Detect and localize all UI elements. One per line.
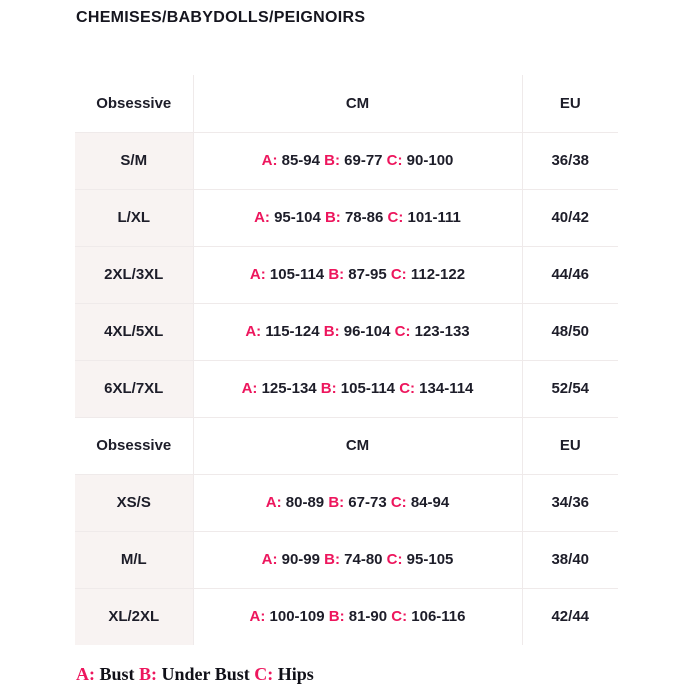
- measure-label-b: B:: [320, 380, 337, 397]
- size-row: [75, 303, 618, 360]
- measure-label-b: B:: [328, 494, 345, 511]
- size-row: [75, 246, 618, 303]
- measure-label-c: C:: [394, 323, 411, 340]
- measure-label-c: C:: [390, 266, 407, 283]
- eu-size-cell: 44/46: [522, 246, 618, 303]
- header-cell-cm: CM: [193, 75, 522, 132]
- size-row: [75, 132, 618, 189]
- header-row: [75, 417, 618, 474]
- size-cell: XS/S: [75, 474, 193, 531]
- size-cell: S/M: [75, 132, 193, 189]
- size-row: [75, 189, 618, 246]
- size-cell: M/L: [75, 531, 193, 588]
- measurements-cell: A: 90-99 B: 74-80 C: 95-105: [193, 531, 522, 588]
- measurements-cell: A: 115-124 B: 96-104 C: 123-133: [193, 303, 522, 360]
- measure-label-a: A:: [261, 551, 278, 568]
- legend-text-bust: Bust: [99, 664, 135, 684]
- size-row: [75, 588, 618, 645]
- measurements-cell: A: 125-134 B: 105-114 C: 134-114: [193, 360, 522, 417]
- legend-text-hips: Hips: [277, 664, 314, 684]
- measure-label-b: B:: [323, 323, 340, 340]
- size-cell: 6XL/7XL: [75, 360, 193, 417]
- measure-label-c: C:: [390, 494, 407, 511]
- header-cell-brand: Obsessive: [75, 417, 193, 474]
- legend-label-b: B:: [139, 664, 158, 684]
- measure-label-a: A:: [265, 494, 282, 511]
- measure-label-c: C:: [399, 380, 416, 397]
- measure-label-b: B:: [328, 608, 345, 626]
- eu-size-cell: 38/40: [522, 531, 618, 588]
- measure-label-a: A:: [254, 209, 270, 226]
- measure-label-b: B:: [324, 551, 340, 568]
- legend-label-c: C:: [254, 664, 274, 684]
- size-row: [75, 531, 618, 588]
- header-cell-eu: EU: [522, 75, 618, 132]
- page-title: CHEMISES/BABYDOLLS/PEIGNOIRS: [76, 9, 366, 26]
- header-cell-brand: Obsessive: [75, 75, 193, 132]
- measure-label-b: B:: [324, 209, 341, 226]
- eu-size-cell: 42/44: [551, 608, 590, 626]
- size-row: [75, 474, 618, 531]
- eu-size-cell: 34/36: [522, 474, 618, 531]
- header-cell-eu: EU: [522, 417, 618, 474]
- measure-label-a: A:: [249, 266, 266, 283]
- eu-size-cell: 52/54: [522, 360, 618, 417]
- legend-text-underbust: Under Bust: [161, 664, 250, 684]
- size-cell: L/XL: [75, 189, 193, 246]
- measurements-cell: A: 100-109 B: 81-90 C: 106-116: [193, 588, 522, 645]
- measure-label-b: B:: [324, 152, 340, 169]
- size-chart-table: [75, 75, 618, 645]
- eu-size-cell: 36/38: [522, 132, 618, 189]
- measure-label-b: B:: [328, 266, 345, 283]
- size-cell: 4XL/5XL: [75, 303, 193, 360]
- measurements-cell: A: 95-104 B: 78-86 C: 101-111: [193, 189, 522, 246]
- measurements-cell: A: 85-94 B: 69-77 C: 90-100: [193, 132, 522, 189]
- size-cell: XL/2XL: [75, 588, 193, 645]
- measurements-cell: A: 80-89 B: 67-73 C: 84-94: [193, 474, 522, 531]
- measure-label-a: A:: [249, 608, 266, 626]
- measure-label-c: C:: [387, 209, 404, 226]
- measure-label-a: A:: [241, 380, 258, 397]
- size-chart-body: [75, 75, 618, 645]
- eu-size-cell: 48/50: [522, 303, 618, 360]
- header-cell-cm: CM: [193, 417, 522, 474]
- size-cell: 2XL/3XL: [75, 246, 193, 303]
- eu-size-cell: 40/42: [522, 189, 618, 246]
- measure-label-a: A:: [261, 152, 278, 169]
- measure-label-c: C:: [391, 608, 408, 626]
- size-row: [75, 360, 618, 417]
- legend-label-a: A:: [76, 664, 95, 684]
- header-row: [75, 75, 618, 132]
- measurement-legend: [76, 664, 314, 685]
- measurements-cell: A: 105-114 B: 87-95 C: 112-122: [193, 246, 522, 303]
- measure-label-c: C:: [386, 152, 403, 169]
- measure-label-a: A:: [245, 323, 262, 340]
- measure-label-c: C:: [386, 551, 403, 568]
